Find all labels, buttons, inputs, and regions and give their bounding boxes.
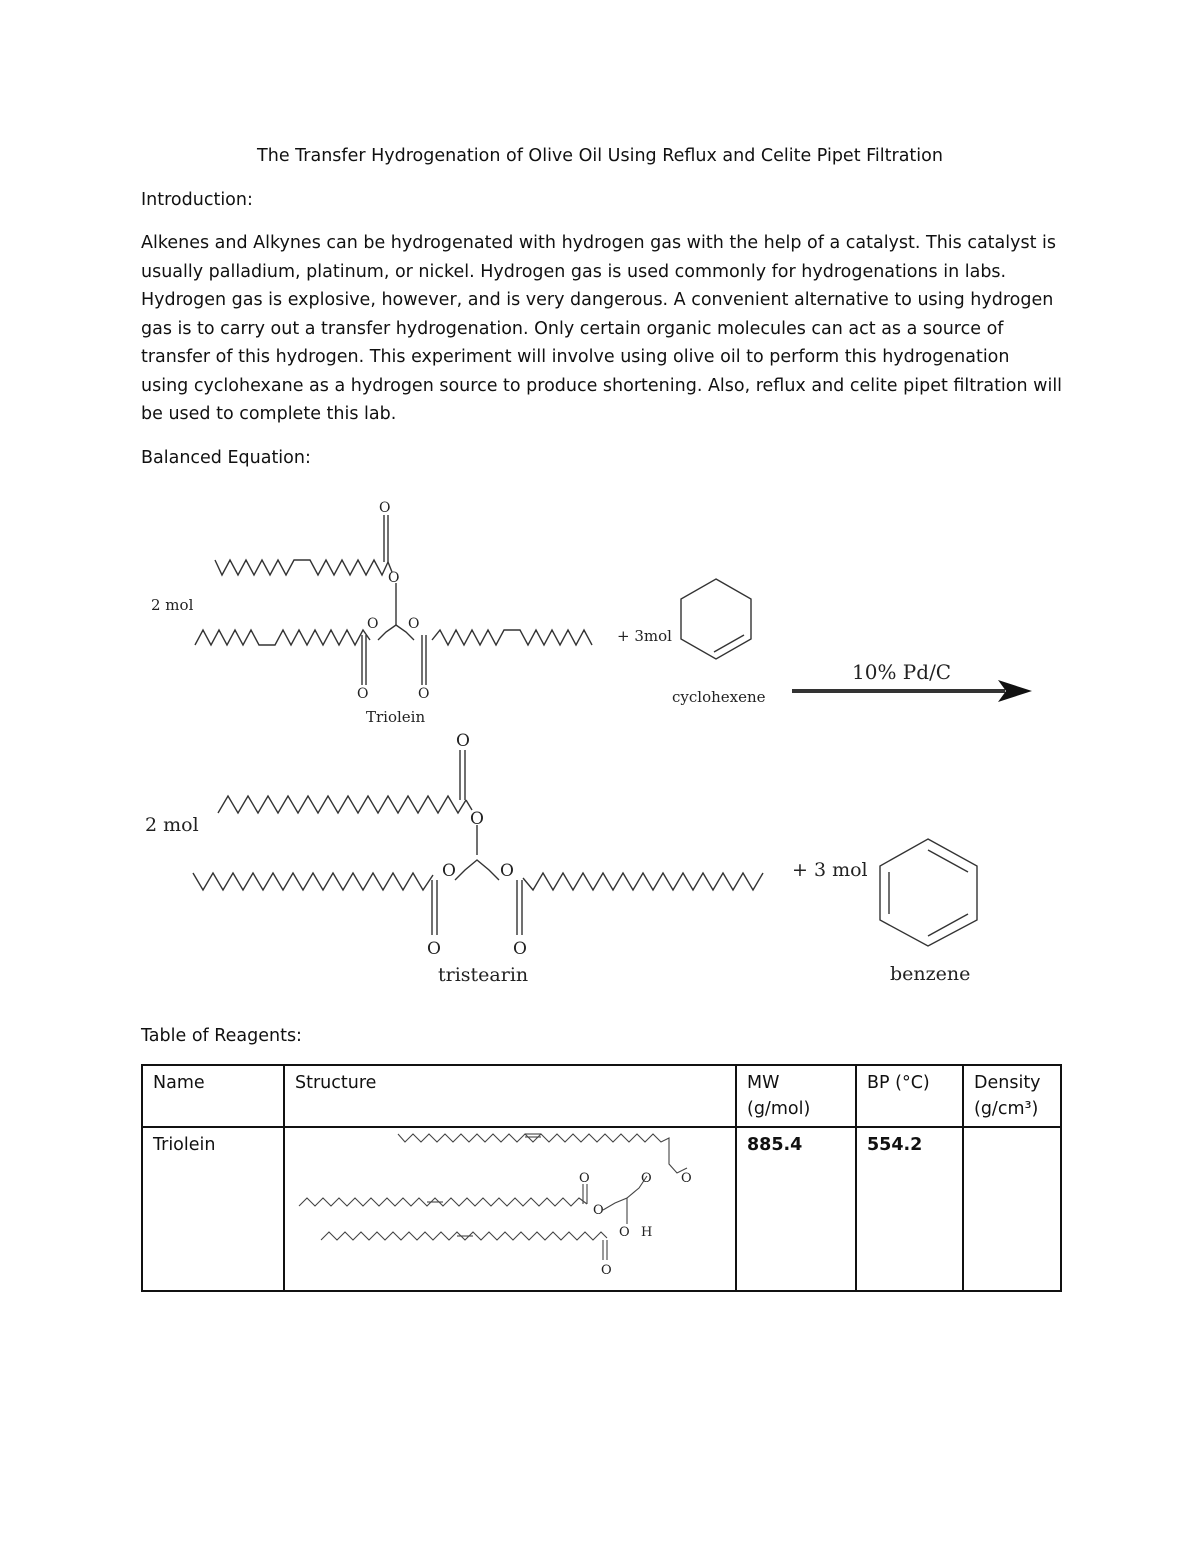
intro-line: using cyclohexane as a hydrogen source to produce shortening. Also, reflux and celite pipet filtration will xyxy=(141,375,1063,396)
oxygen-label: O xyxy=(379,500,391,516)
benzene-moles: + 3 mol xyxy=(792,859,868,881)
oxygen-label: O xyxy=(500,861,514,881)
triolein-chain-bottom xyxy=(195,630,370,645)
header-density: Density (g/cm³) xyxy=(963,1065,1061,1127)
reagents-table xyxy=(141,1064,1062,1292)
intro-line: Alkenes and Alkynes can be hydrogenated with hydrogen gas with the help of a catalyst. This catalyst is xyxy=(141,233,1057,253)
oxygen-label: O xyxy=(601,1263,612,1278)
cell-structure xyxy=(284,1127,736,1291)
header-structure: Structure xyxy=(284,1065,736,1127)
oxygen-label: O xyxy=(442,861,456,881)
cyclohexene-moles: + 3mol xyxy=(617,627,672,645)
triolein-moles: 2 mol xyxy=(151,596,194,614)
intro-line: gas is to carry out a transfer hydrogenation. Only certain organic molecules can act as a source of xyxy=(141,318,1004,339)
introduction-heading: Introduction: xyxy=(141,190,253,210)
cell-density xyxy=(963,1127,1061,1291)
oxygen-label: O xyxy=(681,1171,692,1186)
cell-bp: 554.2 xyxy=(856,1127,963,1291)
oxygen-label: O xyxy=(456,731,470,751)
triolein-structure xyxy=(285,1128,735,1282)
cell-name: Triolein xyxy=(142,1127,284,1291)
oxygen-label: O xyxy=(427,939,441,959)
tristearin-chain-bottom xyxy=(193,873,433,890)
tristearin-label: tristearin xyxy=(438,964,529,986)
table-row xyxy=(142,1127,1061,1291)
tristearin-moles: 2 mol xyxy=(145,814,199,836)
tristearin-chain-top xyxy=(218,796,466,813)
oxygen-label: O xyxy=(367,616,379,632)
intro-line: usually palladium, platinum, or nickel. Hydrogen gas is used commonly for hydrogenations in labs. xyxy=(141,261,1007,282)
oxygen-label: O xyxy=(619,1225,630,1240)
oxygen-label: O xyxy=(470,809,484,829)
oxygen-label: O xyxy=(357,686,369,702)
oxygen-label: O xyxy=(388,570,400,586)
catalyst-label: 10% Pd/C xyxy=(852,660,952,684)
oxygen-label: O xyxy=(408,616,420,632)
intro-line: Hydrogen gas is explosive, however, and is very dangerous. A convenient alternative to using hydrogen xyxy=(141,290,1054,310)
benzene-ring xyxy=(880,839,977,946)
oxygen-label: O xyxy=(593,1203,604,1218)
cyclohexene-label: cyclohexene xyxy=(672,688,766,706)
header-mw: MW (g/mol) xyxy=(736,1065,856,1127)
table-heading: Table of Reagents: xyxy=(141,1026,302,1046)
hydrogen-label: H xyxy=(641,1225,653,1240)
header-name: Name xyxy=(142,1065,284,1127)
intro-line: be used to complete this lab. xyxy=(141,404,397,424)
intro-line: transfer of this hydrogen. This experiment will involve using olive oil to perform this hydrogenation xyxy=(141,347,1010,367)
document-title: The Transfer Hydrogenation of Olive Oil Using Reflux and Celite Pipet Filtration xyxy=(257,146,943,166)
oxygen-label: O xyxy=(513,939,527,959)
triolein-label: Triolein xyxy=(366,708,426,726)
table-header-row xyxy=(142,1065,1061,1127)
cell-mw: 885.4 xyxy=(736,1127,856,1291)
benzene-label: benzene xyxy=(890,963,971,985)
triolein-chain-top xyxy=(215,560,388,575)
oxygen-label: O xyxy=(579,1171,590,1186)
header-bp: BP (°C) xyxy=(856,1065,963,1127)
oxygen-label: O xyxy=(418,686,430,702)
cyclohexene-ring xyxy=(681,579,751,659)
balanced-equation-heading: Balanced Equation: xyxy=(141,448,311,468)
oxygen-label: O xyxy=(641,1171,652,1186)
